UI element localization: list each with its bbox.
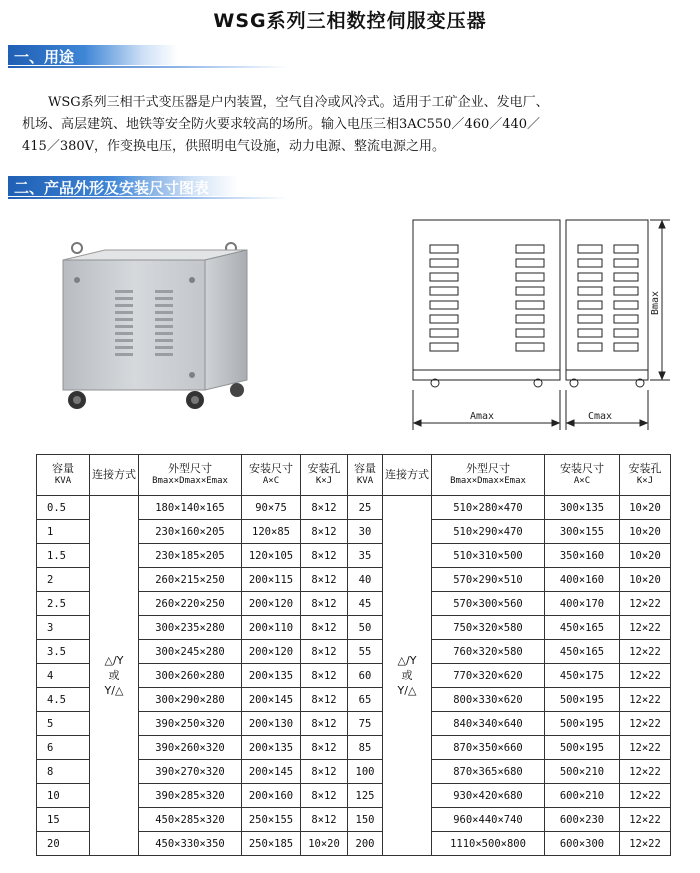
header-mount-size: 安装尺寸 A×C [242, 455, 301, 496]
kva-cell: 60 [348, 664, 383, 688]
hole-cell: 12×22 [620, 832, 671, 856]
header-connection: 连接方式 [90, 455, 139, 496]
hole-cell: 8×12 [301, 808, 348, 832]
mount-size-cell: 200×120 [242, 640, 301, 664]
hole-cell: 12×22 [620, 784, 671, 808]
mount-size-cell: 300×135 [545, 496, 620, 520]
hole-cell: 12×22 [620, 712, 671, 736]
hole-cell: 8×12 [301, 544, 348, 568]
hole-cell: 12×22 [620, 592, 671, 616]
kva-cell: 45 [348, 592, 383, 616]
mount-size-cell: 200×115 [242, 568, 301, 592]
bmax-label: Bmax [650, 290, 661, 315]
outer-size-cell: 510×280×470 [432, 496, 545, 520]
kva-cell: 30 [348, 520, 383, 544]
mount-size-cell: 500×195 [545, 688, 620, 712]
header-outer-size: 外型尺寸 Bmax×Dmax×Emax [139, 455, 242, 496]
mount-size-cell: 600×230 [545, 808, 620, 832]
kva-cell: 15 [37, 808, 90, 832]
outer-size-cell: 390×285×320 [139, 784, 242, 808]
amax-label: Amax [470, 411, 495, 422]
connection-text: △/Y [104, 654, 124, 667]
outer-size-cell: 800×330×620 [432, 688, 545, 712]
connection-text: Y/△ [397, 684, 417, 697]
hole-cell: 12×22 [620, 616, 671, 640]
kva-cell: 50 [348, 616, 383, 640]
mount-size-cell: 350×160 [545, 544, 620, 568]
header-hole: 安装孔 K×J [301, 455, 348, 496]
header-hole: 安装孔 K×J [620, 455, 671, 496]
outer-size-cell: 570×290×510 [432, 568, 545, 592]
hole-cell: 8×12 [301, 688, 348, 712]
section-heading-text: 一、用途 [14, 48, 75, 66]
kva-cell: 2 [37, 568, 90, 592]
mount-size-cell: 120×105 [242, 544, 301, 568]
outer-size-cell: 300×235×280 [139, 616, 242, 640]
kva-cell: 1 [37, 520, 90, 544]
hole-cell: 12×22 [620, 688, 671, 712]
outer-size-cell: 300×260×280 [139, 664, 242, 688]
hole-cell: 8×12 [301, 520, 348, 544]
side-vents [578, 245, 638, 351]
header-connection: 连接方式 [383, 455, 432, 496]
kva-cell: 10 [37, 784, 90, 808]
section-underline [8, 66, 288, 68]
kva-cell: 0.5 [37, 496, 90, 520]
intro-line-2: 机场、高层建筑、地铁等安全防火要求较高的场所。输入电压三相3AC550／460／440／ [22, 117, 541, 132]
kva-cell: 25 [348, 496, 383, 520]
kva-cell: 85 [348, 736, 383, 760]
outer-size-cell: 390×270×320 [139, 760, 242, 784]
connection-text: 或 [108, 669, 120, 682]
section-heading-text: 二、产品外形及安装尺寸图表 [14, 179, 210, 197]
hole-cell: 10×20 [620, 568, 671, 592]
outer-size-cell: 570×300×560 [432, 592, 545, 616]
kva-cell: 1.5 [37, 544, 90, 568]
mount-size-cell: 120×85 [242, 520, 301, 544]
hole-cell: 10×20 [620, 544, 671, 568]
outer-size-cell: 930×420×680 [432, 784, 545, 808]
spec-table [36, 454, 671, 856]
hole-cell: 12×22 [620, 640, 671, 664]
dimension-drawing [408, 215, 683, 435]
hole-cell: 8×12 [301, 568, 348, 592]
outer-size-cell: 230×185×205 [139, 544, 242, 568]
outer-size-cell: 450×285×320 [139, 808, 242, 832]
mount-size-cell: 200×145 [242, 688, 301, 712]
table-header-row [37, 455, 671, 496]
kva-cell: 5 [37, 712, 90, 736]
mount-size-cell: 200×135 [242, 664, 301, 688]
outer-size-cell: 260×220×250 [139, 592, 242, 616]
header-mount-size: 安装尺寸 A×C [545, 455, 620, 496]
connection-cell [90, 496, 139, 856]
table-row [37, 496, 671, 520]
kva-cell: 4.5 [37, 688, 90, 712]
kva-cell: 55 [348, 640, 383, 664]
hole-cell: 12×22 [620, 760, 671, 784]
hole-cell: 8×12 [301, 736, 348, 760]
outer-size-cell: 870×350×660 [432, 736, 545, 760]
kva-cell: 4 [37, 664, 90, 688]
hole-cell: 10×20 [301, 832, 348, 856]
kva-cell: 6 [37, 736, 90, 760]
hole-cell: 8×12 [301, 616, 348, 640]
connection-text: △/Y [397, 654, 417, 667]
mount-size-cell: 200×120 [242, 592, 301, 616]
hole-cell: 8×12 [301, 640, 348, 664]
kva-cell: 35 [348, 544, 383, 568]
outer-size-cell: 750×320×580 [432, 616, 545, 640]
section-heading-usage [8, 45, 178, 65]
hole-cell: 8×12 [301, 496, 348, 520]
hole-cell: 8×12 [301, 664, 348, 688]
outer-size-cell: 260×215×250 [139, 568, 242, 592]
mount-size-cell: 450×165 [545, 616, 620, 640]
outer-size-cell: 300×290×280 [139, 688, 242, 712]
connection-text: Y/△ [104, 684, 124, 697]
transformer-photo [55, 240, 255, 420]
mount-size-cell: 200×110 [242, 616, 301, 640]
intro-line-1: WSG系列三相干式变压器是户内装置，空气自冷或风冷式。适用于工矿企业、发电厂、 [48, 95, 549, 110]
hole-cell: 12×22 [620, 736, 671, 760]
mount-size-cell: 500×210 [545, 760, 620, 784]
kva-cell: 125 [348, 784, 383, 808]
kva-cell: 2.5 [37, 592, 90, 616]
front-vents [430, 245, 544, 351]
kva-cell: 200 [348, 832, 383, 856]
mount-size-cell: 250×185 [242, 832, 301, 856]
outer-size-cell: 230×160×205 [139, 520, 242, 544]
kva-cell: 8 [37, 760, 90, 784]
outer-size-cell: 960×440×740 [432, 808, 545, 832]
mount-size-cell: 500×195 [545, 736, 620, 760]
hole-cell: 10×20 [620, 496, 671, 520]
mount-size-cell: 600×300 [545, 832, 620, 856]
outer-size-cell: 510×290×470 [432, 520, 545, 544]
hole-cell: 8×12 [301, 712, 348, 736]
outer-size-cell: 870×365×680 [432, 760, 545, 784]
mount-size-cell: 400×170 [545, 592, 620, 616]
kva-cell: 40 [348, 568, 383, 592]
hole-cell: 12×22 [620, 664, 671, 688]
kva-cell: 3 [37, 616, 90, 640]
kva-cell: 100 [348, 760, 383, 784]
mount-size-cell: 300×155 [545, 520, 620, 544]
mount-size-cell: 200×145 [242, 760, 301, 784]
hole-cell: 10×20 [620, 520, 671, 544]
side-view-outline [566, 220, 648, 380]
mount-size-cell: 250×155 [242, 808, 301, 832]
kva-cell: 150 [348, 808, 383, 832]
mount-size-cell: 600×210 [545, 784, 620, 808]
header-capacity: 容量 KVA [348, 455, 383, 496]
outer-size-cell: 450×330×350 [139, 832, 242, 856]
hole-cell: 8×12 [301, 592, 348, 616]
connection-text: 或 [401, 669, 413, 682]
intro-paragraph [22, 92, 662, 158]
outer-size-cell: 390×250×320 [139, 712, 242, 736]
connection-cell [383, 496, 432, 856]
cmax-label: Cmax [588, 411, 613, 422]
outer-size-cell: 390×260×320 [139, 736, 242, 760]
kva-cell: 3.5 [37, 640, 90, 664]
outer-size-cell: 180×140×165 [139, 496, 242, 520]
mount-size-cell: 400×160 [545, 568, 620, 592]
intro-line-3: 415／380V，作变换电压，供照明电气设施，动力电源、整流电源之用。 [22, 139, 446, 154]
outer-size-cell: 840×340×640 [432, 712, 545, 736]
kva-cell: 65 [348, 688, 383, 712]
hole-cell: 12×22 [620, 808, 671, 832]
outer-size-cell: 770×320×620 [432, 664, 545, 688]
hole-cell: 8×12 [301, 760, 348, 784]
kva-cell: 75 [348, 712, 383, 736]
section-underline [8, 197, 288, 199]
page-title: WSG系列三相数控伺服变压器 [213, 10, 487, 32]
mount-size-cell: 500×195 [545, 712, 620, 736]
front-view-outline [413, 220, 560, 380]
outer-size-cell: 510×310×500 [432, 544, 545, 568]
outer-size-cell: 760×320×580 [432, 640, 545, 664]
section-heading-dimensions [8, 176, 238, 196]
outer-size-cell: 1110×500×800 [432, 832, 545, 856]
mount-size-cell: 450×175 [545, 664, 620, 688]
mount-size-cell: 90×75 [242, 496, 301, 520]
header-capacity: 容量 KVA [37, 455, 90, 496]
outer-size-cell: 300×245×280 [139, 640, 242, 664]
mount-size-cell: 450×165 [545, 640, 620, 664]
mount-size-cell: 200×160 [242, 784, 301, 808]
mount-size-cell: 200×130 [242, 712, 301, 736]
kva-cell: 20 [37, 832, 90, 856]
hole-cell: 8×12 [301, 784, 348, 808]
header-outer-size: 外型尺寸 Bmax×Dmax×Emax [432, 455, 545, 496]
mount-size-cell: 200×135 [242, 736, 301, 760]
